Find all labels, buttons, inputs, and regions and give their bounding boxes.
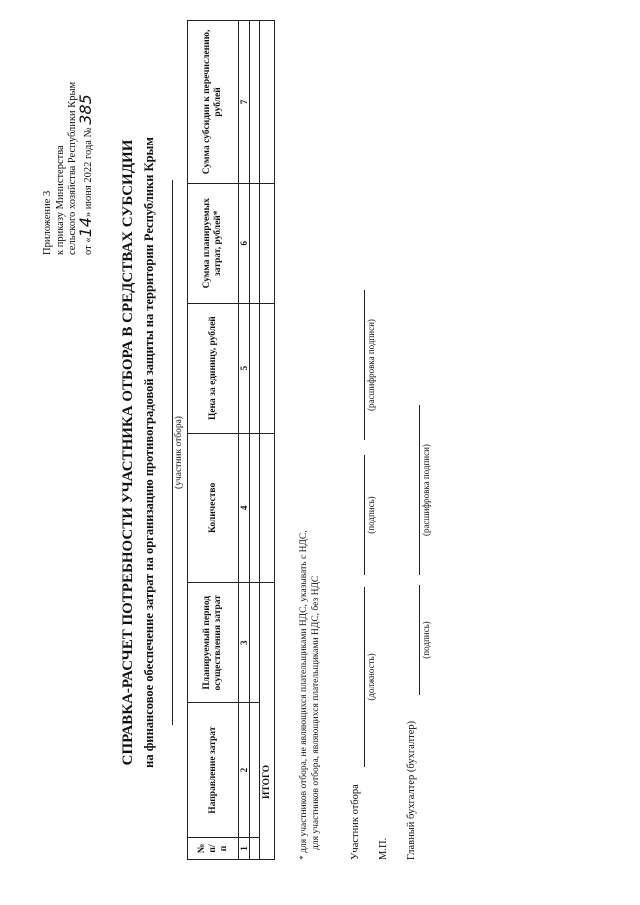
calculation-table — [187, 20, 275, 860]
decoding-line — [364, 290, 365, 440]
table-cell — [250, 583, 260, 703]
handwritten-order-number: 385 — [75, 94, 95, 125]
header-period: Планируемый период осуществления затрат — [188, 583, 239, 703]
signature-caption: (подпись) — [366, 496, 376, 534]
seal-placeholder: М.П. — [378, 837, 389, 860]
chief-signature-line — [419, 585, 420, 695]
column-number-7: 7 — [239, 21, 250, 184]
table-cell — [260, 183, 275, 303]
appendix-date-prefix: от « — [82, 237, 94, 255]
table-cell — [250, 183, 260, 303]
decoding-caption: (расшифровка подписи) — [366, 319, 376, 411]
table-cell — [250, 838, 260, 860]
table-cell — [260, 303, 275, 433]
handwritten-day: 14 — [75, 217, 95, 238]
chief-decoding-line — [419, 405, 420, 575]
footnote — [298, 530, 322, 860]
column-number-6: 6 — [239, 183, 250, 303]
column-number-5: 5 — [239, 303, 250, 433]
chief-accountant-label: Главный бухгалтер (бухгалтер) — [406, 720, 417, 860]
table-cell — [250, 303, 260, 433]
participant-fill-line — [172, 180, 173, 725]
header-subsidy-sum: Сумма субсидии к перечислению, рублей — [188, 21, 239, 184]
signature-line — [364, 455, 365, 575]
appendix-line-1: Приложение 3 — [42, 190, 53, 255]
document-title: СПРАВКА-РАСЧЕТ ПОТРЕБНОСТИ УЧАСТНИКА ОТБОРА В СРЕДСТВАХ СУБСИДИИ — [120, 139, 136, 766]
total-label: ИТОГО — [260, 583, 275, 860]
column-number-2: 2 — [239, 703, 250, 838]
chief-decoding-caption: (расшифровка подписи) — [421, 444, 431, 536]
header-direction: Направление затрат — [188, 703, 239, 838]
column-number-3: 3 — [239, 583, 250, 703]
table-row — [239, 21, 250, 860]
table-header-row — [188, 21, 239, 860]
footnote-line-2: для участников отбора, являющихся плательщиками НДС, без НДС — [311, 575, 321, 850]
position-line — [364, 587, 365, 767]
table-cell — [260, 433, 275, 583]
table-cell — [250, 21, 260, 184]
header-planned-sum: Сумма планируемых затрат, рублей* — [188, 183, 239, 303]
table-cell — [250, 703, 260, 838]
position-caption: (должность) — [366, 653, 376, 701]
appendix-line-2: к приказу Министерства — [54, 145, 66, 255]
column-number-1: 1 — [239, 838, 250, 860]
appendix-line-4 — [75, 15, 96, 255]
appendix-date-middle: » июня 2022 года № — [82, 127, 94, 218]
header-unit-price: Цена за единицу, рублей — [188, 303, 239, 433]
participant-label: Участник отбора — [350, 784, 361, 860]
participant-caption: (участник отбора) — [174, 416, 184, 489]
chief-signature-caption: (подпись) — [421, 621, 431, 659]
table-cell — [250, 433, 260, 583]
appendix-reference — [42, 15, 95, 255]
document-subtitle: на финансовое обеспечение затрат на организацию противоградовой защиты на территории Республики Крым — [142, 137, 156, 768]
appendix-line-3: сельского хозяйства Республики Крым — [67, 81, 78, 255]
header-number: № п/п — [188, 838, 239, 860]
header-quantity: Количество — [188, 433, 239, 583]
table-cell — [260, 21, 275, 184]
footnote-line-1: * для участников отбора, не являющихся плательщиками НДС, указывать с НДС, — [299, 530, 309, 860]
column-number-4: 4 — [239, 433, 250, 583]
table-total-row — [260, 21, 275, 860]
table-row — [250, 21, 260, 860]
